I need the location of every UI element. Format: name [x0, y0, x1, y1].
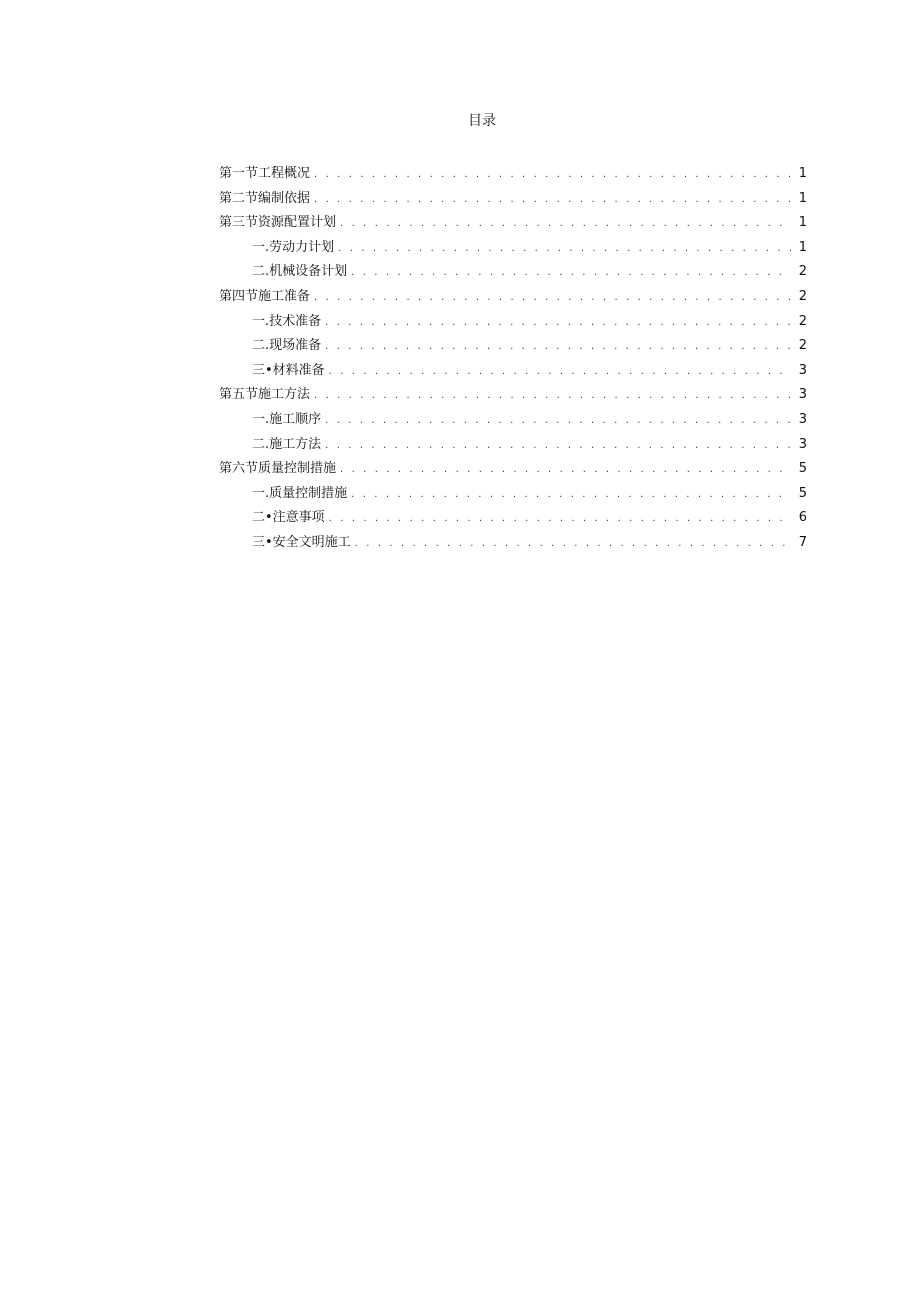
toc-entry-page-number: 3	[798, 436, 807, 452]
toc-entry-page-number: 5	[798, 461, 807, 477]
toc-entry-number: 二.	[252, 264, 270, 280]
toc-entry-number: 一.	[252, 411, 270, 427]
dot-leader	[325, 313, 791, 333]
toc-entry-label: 现场准备	[269, 338, 322, 354]
toc-entry[interactable]	[219, 262, 807, 287]
dot-leader	[314, 190, 791, 210]
toc-entry-page-number: 1	[798, 190, 807, 206]
toc-entry-label: 一.质量控制措施	[252, 485, 348, 501]
toc-entry-page-number: 1	[798, 239, 807, 255]
dot-leader	[325, 337, 791, 357]
toc-entry-label: 第六节质量控制措施	[219, 461, 337, 477]
toc-entry-label: 第四节施工准备	[219, 288, 311, 304]
dot-leader	[329, 509, 791, 529]
toc-entry-label: 第一节工程概况	[219, 166, 311, 181]
dot-leader	[340, 460, 791, 480]
toc-entry[interactable]	[219, 508, 807, 533]
toc-entry-number: 一.	[252, 313, 270, 329]
toc-entry-number: 一.	[252, 239, 270, 255]
toc-entry-label: 技术准备	[269, 313, 322, 329]
dot-leader	[314, 288, 791, 308]
toc-entry[interactable]	[219, 361, 807, 386]
toc-entry[interactable]	[219, 336, 807, 361]
dot-leader	[351, 263, 791, 283]
dot-leader	[329, 362, 791, 382]
toc-entry[interactable]	[219, 287, 807, 312]
toc-entry[interactable]	[219, 164, 807, 189]
dot-leader	[351, 485, 791, 505]
dot-leader	[314, 386, 791, 406]
toc-entry-page-number: 2	[798, 288, 807, 304]
toc-entry-page-number: 7	[798, 534, 807, 550]
dot-leader	[355, 534, 791, 554]
toc-entry-label: 三•安全文明施工	[252, 534, 351, 550]
toc-entry[interactable]	[219, 435, 807, 460]
toc-entry-page-number: 3	[798, 387, 807, 403]
toc-entry-label: 第五节施工方法	[219, 387, 311, 403]
toc-entry-label: 第二节编制依据	[219, 190, 311, 206]
toc-entry[interactable]	[219, 213, 807, 238]
toc-entry-page-number: 5	[798, 485, 807, 501]
toc-entry-label: 施工顺序	[269, 411, 322, 427]
toc-entry-page-number: 2	[798, 338, 807, 354]
toc-title: 目录	[468, 113, 496, 129]
toc-entry[interactable]	[219, 410, 807, 435]
toc-entry[interactable]	[219, 312, 807, 337]
toc-entry[interactable]	[219, 238, 807, 263]
toc-entry-number: 二.	[252, 436, 270, 452]
dot-leader	[340, 214, 791, 234]
toc-entry-page-number: 3	[798, 411, 807, 427]
toc-entry-page-number: 2	[798, 313, 807, 329]
toc-entry-number: 二.	[252, 338, 270, 354]
toc-entry[interactable]	[219, 533, 807, 558]
dot-leader	[325, 436, 791, 456]
toc-entry-label: 机械设备计划	[269, 264, 348, 280]
dot-leader	[325, 411, 791, 431]
toc-entry-label: 三•材料准备	[252, 362, 325, 378]
dot-leader	[314, 165, 791, 185]
toc-entry-label: 施工方法	[269, 436, 322, 452]
toc-entry[interactable]	[219, 385, 807, 410]
dot-leader	[338, 239, 791, 259]
toc-entry-label: 第三节资源配置计划	[219, 215, 337, 231]
toc-entry-page-number: 6	[798, 510, 807, 526]
toc-entry[interactable]	[219, 484, 807, 509]
toc-entry-page-number: 3	[798, 362, 807, 378]
toc-entry-page-number: 2	[798, 264, 807, 280]
toc-entry-page-number: 1	[798, 166, 807, 181]
toc-entry[interactable]	[219, 459, 807, 484]
toc-entry-label: 劳动力计划	[269, 239, 335, 255]
toc-entry-label: 二•注意事项	[252, 510, 325, 526]
toc-list	[219, 164, 807, 558]
toc-entry-page-number: 1	[798, 215, 807, 231]
toc-entry[interactable]	[219, 189, 807, 214]
